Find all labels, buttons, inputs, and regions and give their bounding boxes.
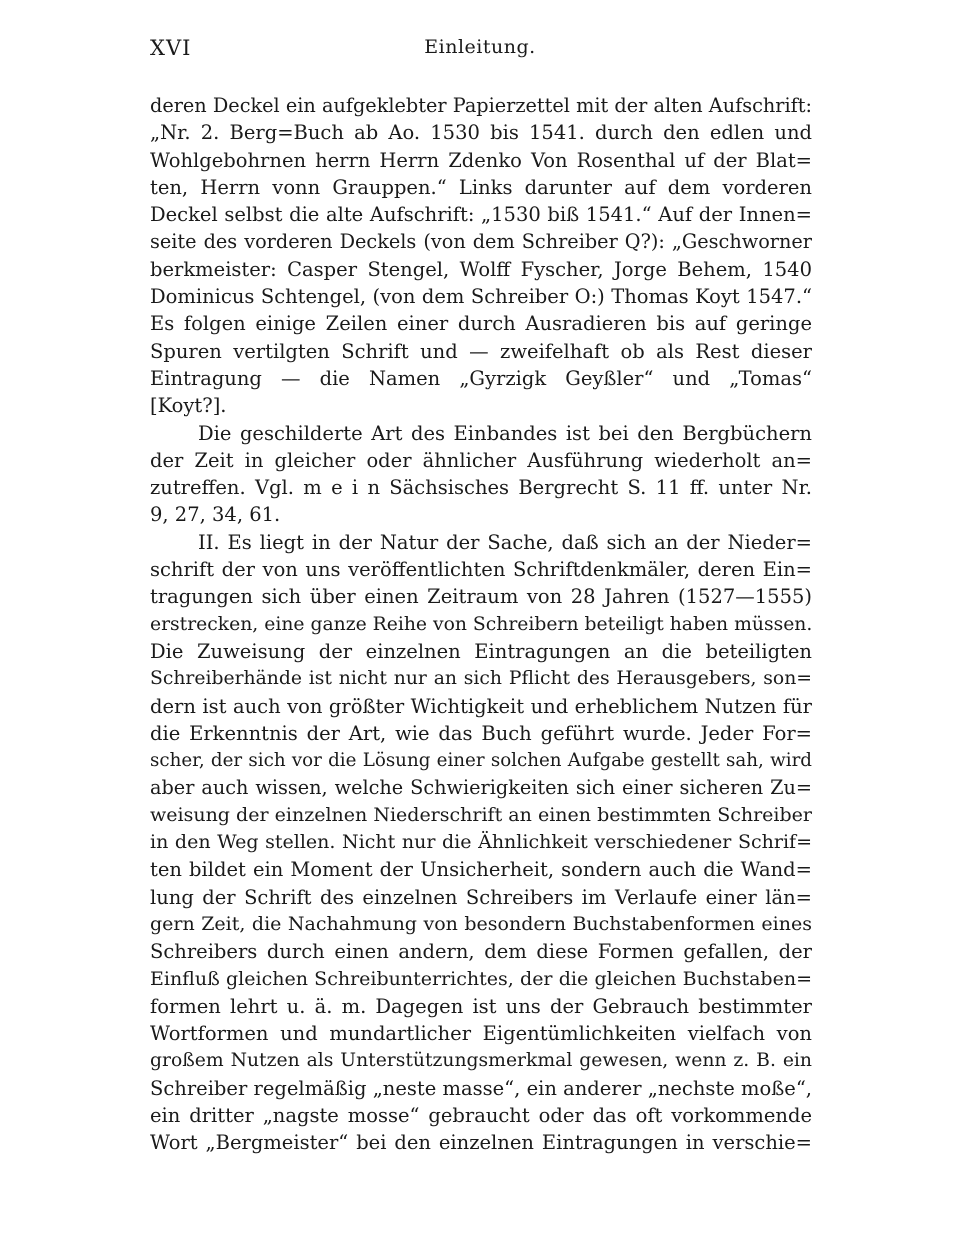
text-line: seite des vorderen Deckels (von dem Schreiber Q?): „Geschworner	[150, 230, 812, 254]
text-line: Einfluß gleichen Schreibunterrichtes, der die gleichen Buchstaben=	[150, 967, 812, 990]
text-line: berkmeister: Casper Stengel, Wolff Fyscher, Jorge Behem, 1540	[150, 257, 812, 281]
text-line: 9, 27, 34, 61.	[150, 503, 281, 527]
text-line: dern ist auch von größter Wichtigkeit und erheblichem Nutzen für	[150, 694, 812, 718]
text-line: Schreibers durch einen andern, dem diese Formen gefallen, der	[150, 940, 812, 964]
text-line: schrift der von uns veröffentlichten Schriftdenkmäler, deren Ein=	[150, 558, 812, 582]
text-line: weisung der einzelnen Niederschrift an einen bestimmten Schreiber	[150, 803, 812, 826]
text-line: großem Nutzen als Unterstützungsmerkmal gewesen, wenn z. B. ein	[150, 1050, 812, 1072]
text-line: scher, der sich vor die Lösung einer solchen Aufgabe gestellt sah, wird	[150, 750, 812, 772]
text-line: II. Es liegt in der Natur der Sache, daß sich an der Nieder=	[198, 530, 812, 554]
text-line: erstrecken, eine ganze Reihe von Schreibern beteiligt haben müssen.	[150, 613, 813, 635]
text-line: Schreiber regelmäßig „neste masse“, ein anderer „nechste moße“,	[150, 1076, 812, 1100]
text-line: Dominicus Schtengel, (von dem Schreiber O:) Thomas Koyt 1547.“	[150, 285, 812, 309]
text-line: ten bildet ein Moment der Unsicherheit, sondern auch die Wand=	[150, 858, 812, 882]
body-text	[150, 92, 812, 1157]
text-line: Deckel selbst die alte Aufschrift: „1530 biß 1541.“ Auf der Innen=	[150, 203, 812, 227]
page-number: XVI	[150, 36, 192, 60]
text-line: Die Zuweisung der einzelnen Eintragungen an die beteiligten	[150, 639, 812, 663]
text-line: ein dritter „nagste mosse“ gebraucht oder das oft vorkommende	[150, 1103, 812, 1127]
text-line: ten, Herrn vonn Grauppen.“ Links darunter auf dem vorderen	[150, 175, 812, 199]
text-line: die Erkenntnis der Art, wie das Buch geführt wurde. Jeder For=	[150, 721, 812, 745]
text-line: Es folgen einige Zeilen einer durch Ausradieren bis auf geringe	[150, 312, 812, 336]
text-line: Eintragung — die Namen „Gyrzigk Geyßler“ und „Tomas“	[150, 366, 812, 390]
text-line: lung der Schrift des einzelnen Schreibers im Verlaufe einer län=	[150, 885, 812, 909]
text-line: Die geschilderte Art des Einbandes ist bei den Bergbüchern	[198, 421, 812, 445]
text-line: gern Zeit, die Nachahmung von besondern Buchstabenformen eines	[150, 912, 812, 935]
text-line: deren Deckel ein aufgeklebter Papierzettel mit der alten Aufschrift:	[150, 94, 812, 117]
text-line: tragungen sich über einen Zeitraum von 28 Jahren (1527—1555)	[150, 585, 812, 609]
page-header	[150, 36, 810, 72]
text-line: in den Weg stellen. Nicht nur die Ähnlichkeit verschiedener Schrif=	[150, 831, 812, 854]
text-line: Wohlgebohrnen herrn Herrn Zdenko Von Rosenthal uf der Blat=	[150, 148, 812, 172]
text-line: formen lehrt u. ä. m. Dagegen ist uns der Gebrauch bestimmter	[150, 994, 812, 1018]
text-line: Wort „Bergmeister“ bei den einzelnen Eintragungen in verschie=	[150, 1131, 812, 1155]
text-line: Wortformen und mundartlicher Eigentümlichkeiten vielfach von	[150, 1022, 812, 1046]
text-line: aber auch wissen, welche Schwierigkeiten sich einer sicheren Zu=	[150, 776, 812, 800]
text-line: „Nr. 2. Berg=Buch ab Ao. 1530 bis 1541. durch den edlen und	[150, 121, 812, 145]
text-line: Spuren vertilgten Schrift und — zweifelhaft ob als Rest dieser	[150, 339, 812, 363]
text-line: der Zeit in gleicher oder ähnlicher Ausführung wiederholt an=	[150, 448, 812, 472]
running-title: Einleitung.	[424, 36, 536, 58]
text-line: zutreffen. Vgl. m e i n Sächsisches Bergrecht S. 11 ff. unter Nr.	[150, 476, 812, 500]
text-line: Schreiberhände ist nicht nur an sich Pflicht des Herausgebers, son=	[150, 668, 812, 690]
text-line: [Koyt?].	[150, 394, 227, 418]
